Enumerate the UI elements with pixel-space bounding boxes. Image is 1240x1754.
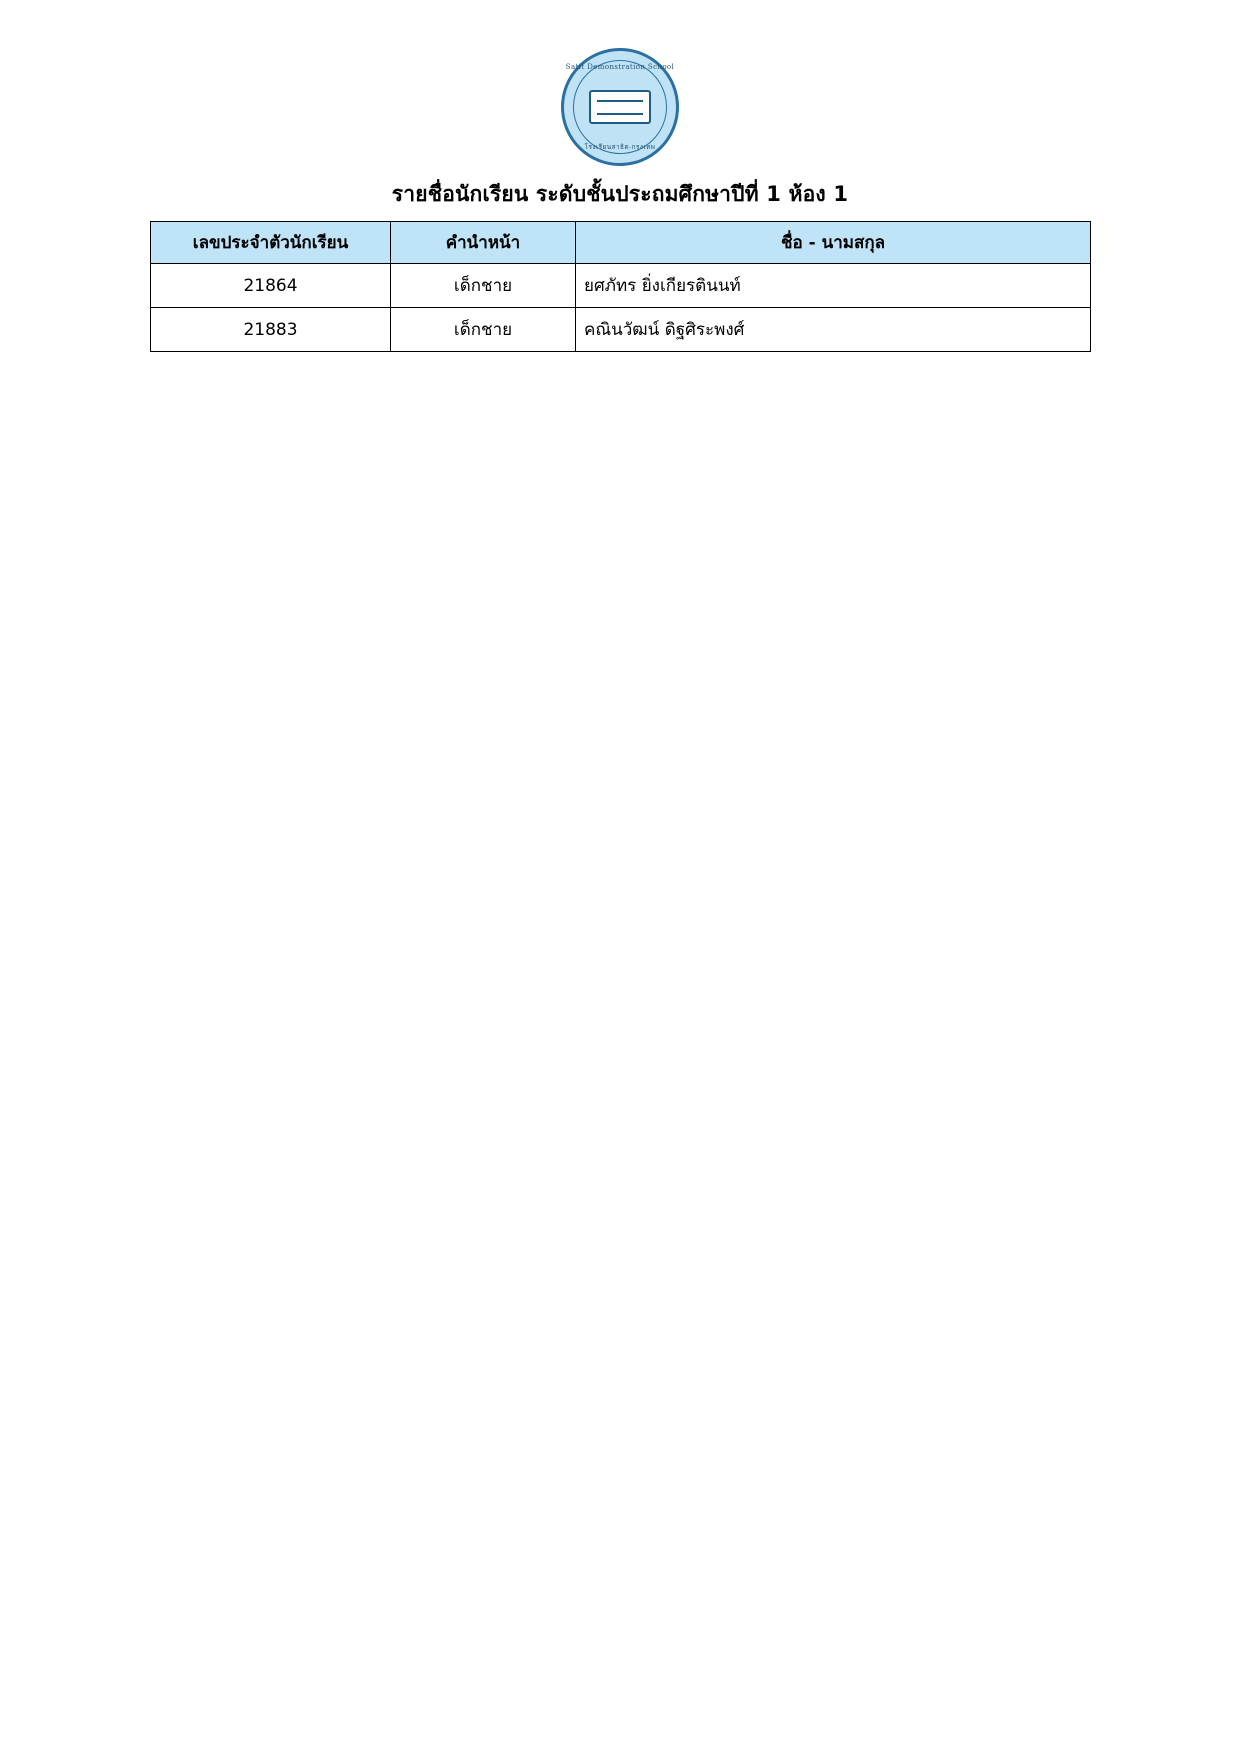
column-header-student-id: เลขประจำตัวนักเรียน bbox=[151, 222, 391, 264]
table-row bbox=[151, 264, 1091, 308]
logo-container bbox=[0, 0, 1240, 166]
student-roster-table bbox=[150, 221, 1091, 352]
cell-prefix: เด็กชาย bbox=[391, 308, 576, 352]
cell-student-id: 21883 bbox=[151, 308, 391, 352]
cell-fullname: ยศภัทร ยิ่งเกียรตินนท์ bbox=[576, 264, 1091, 308]
roster-table-container bbox=[0, 221, 1240, 352]
cell-student-id: 21864 bbox=[151, 264, 391, 308]
crest-text-bottom: โรงเรียนสาธิต-กรุงเทพ bbox=[584, 143, 656, 151]
school-crest-icon bbox=[561, 48, 679, 166]
crest-text-top: Satit Demonstration School bbox=[565, 63, 675, 71]
table-header bbox=[151, 222, 1091, 264]
table-header-row bbox=[151, 222, 1091, 264]
cell-prefix: เด็กชาย bbox=[391, 264, 576, 308]
column-header-prefix: คำนำหน้า bbox=[391, 222, 576, 264]
crest-building-icon bbox=[589, 90, 651, 124]
table-body bbox=[151, 264, 1091, 352]
page-title: รายชื่อนักเรียน ระดับชั้นประถมศึกษาปีที่ 1 ห้อง 1 bbox=[391, 182, 849, 206]
column-header-fullname: ชื่อ - นามสกุล bbox=[576, 222, 1091, 264]
table-row bbox=[151, 308, 1091, 352]
cell-fullname: คณินวัฒน์ ดิฐศิระพงศ์ bbox=[576, 308, 1091, 352]
